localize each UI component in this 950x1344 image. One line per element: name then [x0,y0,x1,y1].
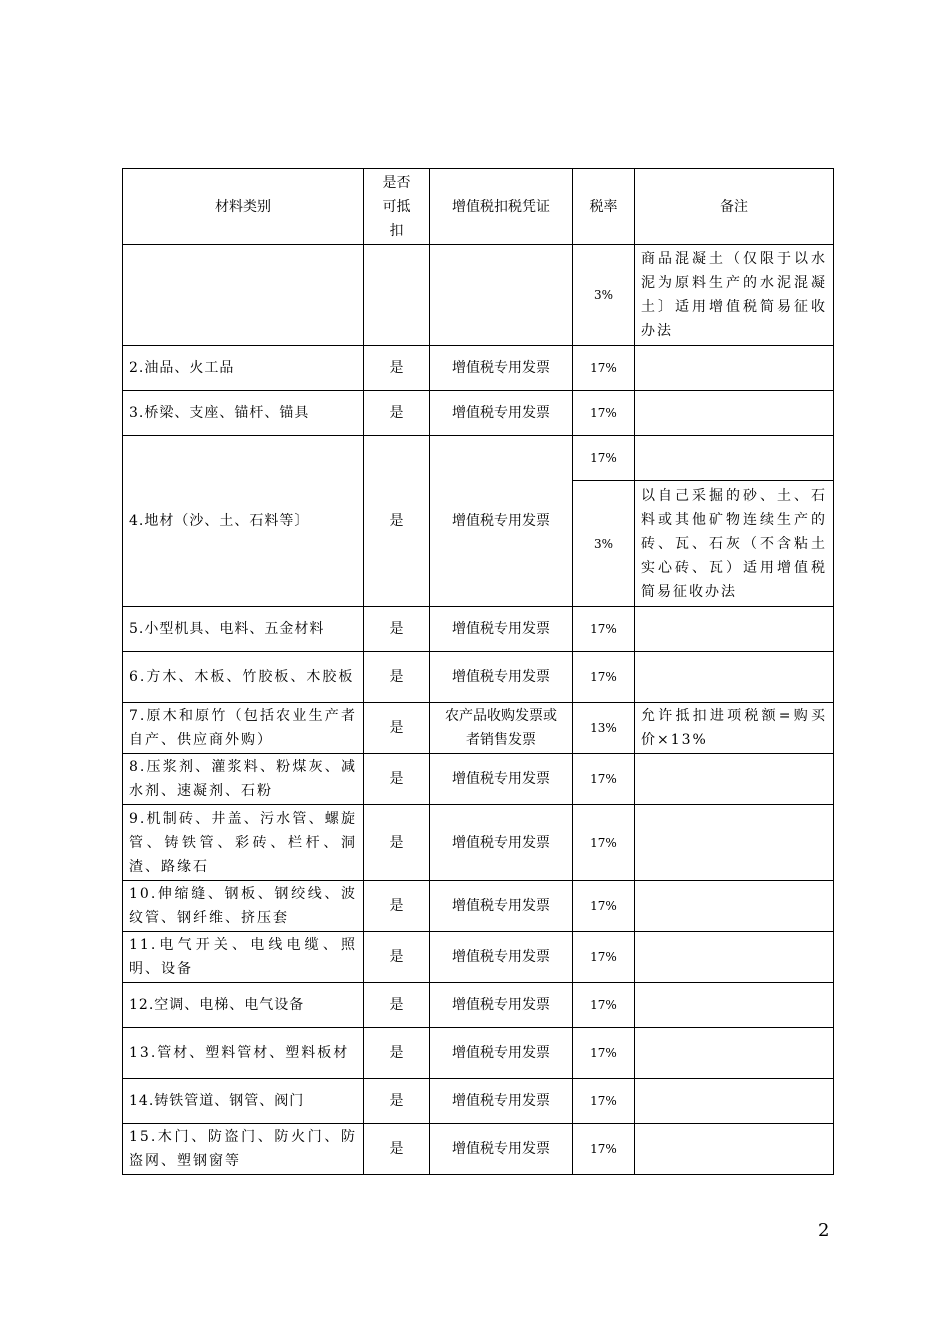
header-voucher: 增值税扣税凭证 [430,169,573,245]
cell-deductible: 是 [364,436,430,607]
cell-voucher: 增值税专用发票 [430,754,573,805]
cell-note: 允许抵扣进项税额=购买价×13% [635,703,834,754]
table-row [123,1079,834,1124]
cell-rate: 3% [573,245,635,346]
cell-rate: 3% [573,481,635,607]
cell-voucher: 增值税专用发票 [430,346,573,391]
cell-rate: 17% [573,754,635,805]
cell-deductible: 是 [364,703,430,754]
cell-note [635,881,834,932]
cell-category: 2.油品、火工品 [123,346,364,391]
cell-category: 3.桥梁、支座、锚杆、锚具 [123,391,364,436]
cell-rate: 17% [573,881,635,932]
cell-rate: 17% [573,391,635,436]
cell-rate: 17% [573,805,635,881]
cell-deductible: 是 [364,607,430,652]
cell-category: 15.木门、防盗门、防火门、防盗网、塑钢窗等 [123,1124,364,1175]
cell-voucher: 增值税专用发票 [430,391,573,436]
table-row [123,881,834,932]
cell-rate: 17% [573,436,635,481]
cell-category: 5.小型机具、电料、五金材料 [123,607,364,652]
cell-deductible: 是 [364,983,430,1028]
cell-category: 4.地材（沙、土、石料等〕 [123,436,364,607]
cell-voucher: 增值税专用发票 [430,983,573,1028]
cell-deductible: 是 [364,1124,430,1175]
cell-category: 9.机制砖、井盖、污水管、螺旋管、铸铁管、彩砖、栏杆、洞 渣、路缘石 [123,805,364,881]
table-row [123,805,834,881]
cell-rate: 17% [573,346,635,391]
cell-rate: 17% [573,652,635,703]
cell-deductible: 是 [364,652,430,703]
cell-category: 8.压浆剂、灌浆料、粉煤灰、减水剂、速凝剂、石粉 [123,754,364,805]
cell-category: 7.原木和原竹（包括农业生产者自产、供应商外购） [123,703,364,754]
cell-note [635,805,834,881]
cell-voucher: 增值税专用发票 [430,1028,573,1079]
cell-deductible: 是 [364,754,430,805]
cell-voucher [430,245,573,346]
page-number: 2 [818,1220,830,1241]
cell-voucher: 增值税专用发票 [430,436,573,607]
cell-note [635,1124,834,1175]
cell-category: 13.管材、塑料管材、塑料板材 [123,1028,364,1079]
cell-note: 商品混凝土（仅限于以水泥为原料生产的水泥混凝土〕适用增值税简易征收办法 [635,245,834,346]
cell-note [635,932,834,983]
cell-deductible: 是 [364,805,430,881]
cell-voucher: 增值税专用发票 [430,607,573,652]
table-row [123,703,834,754]
cell-category [123,245,364,346]
header-note: 备注 [635,169,834,245]
cell-note [635,1079,834,1124]
cell-voucher: 增值税专用发票 [430,881,573,932]
header-category: 材料类别 [123,169,364,245]
cell-voucher: 农产品收购发票或者销售发票 [430,703,573,754]
table-row [123,607,834,652]
table-row [123,1028,834,1079]
header-deductible: 是否可抵扣 [364,169,430,245]
cell-category: 10.伸缩缝、钢板、钢绞线、波纹管、钢纤维、挤压套 [123,881,364,932]
table-row [123,932,834,983]
cell-rate: 17% [573,1124,635,1175]
table-row [123,346,834,391]
cell-deductible: 是 [364,932,430,983]
cell-note [635,754,834,805]
cell-note: 以自己采掘的砂、土、石料或其他矿物连续生产的砖、瓦、石灰（不含粘土实心砖、瓦）适用增值税简易征收办法 [635,481,834,607]
cell-category: 14.铸铁管道、钢管、阀门 [123,1079,364,1124]
cell-note [635,1028,834,1079]
cell-note [635,652,834,703]
cell-deductible: 是 [364,1028,430,1079]
cell-voucher: 增值税专用发票 [430,1079,573,1124]
cell-deductible [364,245,430,346]
cell-rate: 17% [573,1079,635,1124]
table-row [123,245,834,346]
table-row [123,983,834,1028]
cell-note [635,607,834,652]
cell-note [635,436,834,481]
table-row [123,391,834,436]
cell-rate: 17% [573,983,635,1028]
cell-rate: 13% [573,703,635,754]
table-header-row [123,169,834,245]
table-row [123,754,834,805]
cell-rate: 17% [573,607,635,652]
table-row [123,436,834,481]
table-row [123,1124,834,1175]
cell-deductible: 是 [364,346,430,391]
cell-deductible: 是 [364,391,430,436]
cell-deductible: 是 [364,881,430,932]
cell-deductible: 是 [364,1079,430,1124]
cell-note [635,391,834,436]
cell-voucher: 增值税专用发票 [430,1124,573,1175]
cell-category: 11.电气开关、电线电缆、照明、设备 [123,932,364,983]
header-rate: 税率 [573,169,635,245]
materials-vat-table [122,168,834,1175]
cell-rate: 17% [573,932,635,983]
cell-category: 6.方木、木板、竹胶板、木胶板 [123,652,364,703]
cell-rate: 17% [573,1028,635,1079]
table-row [123,652,834,703]
cell-note [635,346,834,391]
cell-category: 12.空调、电梯、电气设备 [123,983,364,1028]
cell-voucher: 增值税专用发票 [430,805,573,881]
cell-note [635,983,834,1028]
cell-voucher: 增值税专用发票 [430,932,573,983]
cell-voucher: 增值税专用发票 [430,652,573,703]
